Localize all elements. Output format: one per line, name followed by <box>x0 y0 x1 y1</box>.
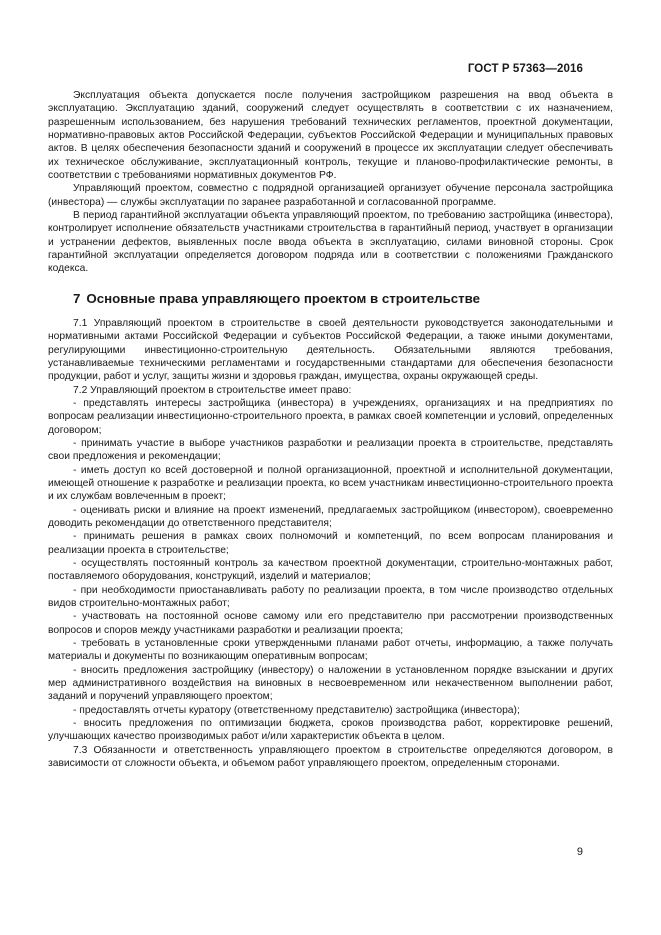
clause-7-3: 7.3 Обязанности и ответственность управляющего проектом в строительстве определяются договором, в зависимости от сложности объекта, и объемом работ управляющего проектом, определенным сторонами. <box>48 744 613 770</box>
page-body <box>48 89 613 771</box>
document-code: ГОСТ Р 57363—2016 <box>467 63 583 75</box>
paragraph-warranty: В период гарантийной эксплуатации объекта управляющий проектом, по требованию застройщика (инвестора), контролирует исполнение обязательств участниками строительства в гарантийный период, участвует в организации и устранении дефектов, выявленных после ввода объекта в эксплуатацию, силами виновной стороны. Срок гарантийной эксплуатации определяется договором подряда или в соответствии с положениями Гражданского кодекса. <box>48 210 613 275</box>
paragraph-operation: Эксплуатация объекта допускается после получения застройщиком разрешения на ввод объекта в эксплуатацию. Эксплуатацию зданий, сооружений следует осуществлять в соответствии с их назначением, разрешенным использованием, без нарушения требований технических регламентов, проектной документации, нормативно-правовых актов Российской Федерации, субъектов Российской Федерации и муниципальных правовых актов. В целях обеспечения безопасности зданий и сооружений в процессе их эксплуатации следует обеспечивать их техническое обслуживание, эксплуатационный контроль, текущие и планово-профилактические ремонты, в соответствии с требованиями нормативных документов РФ. <box>48 90 613 182</box>
right-item: - представлять интересы застройщика (инвестора) в учреждениях, организациях и на предприятиях по вопросам реализации инвестиционно-строительного проекта, в рамках своей компетенции и условий, определенных договором; <box>48 397 613 436</box>
right-item: - предоставлять отчеты куратору (ответственному представителю) застройщика (инвестора); <box>73 704 520 716</box>
right-item: - вносить предложения застройщику (инвестору) о наложении в установленном порядке взыскании и других мер административного воздействия на виновных в несвоевременном или некачественном выполнении работ, заданий и поручений управляющего проектом; <box>48 664 613 703</box>
right-item: - требовать в установленные сроки утвержденными планами работ отчеты, информацию, а также получать материалы и документы по возникающим оперативным вопросам; <box>48 638 613 663</box>
right-item: - осуществлять постоянный контроль за качеством проектной документации, строительно-монтажных работ, поставляемого оборудования, конструкций, изделий и материалов; <box>48 558 613 583</box>
right-item: - при необходимости приостанавливать работу по реализации проекта, в том числе производство отдельных видов строительно-монтажных работ; <box>48 584 613 610</box>
right-item: - участвовать на постоянной основе самому или его представителю при рассмотрении производственных вопросов и споров между участниками разработки и реализации проекта; <box>48 611 613 636</box>
section-title: Основные права управляющего проектом в строительстве <box>86 290 481 306</box>
section-number: 7 <box>73 290 81 306</box>
clause-7-1: 7.1 Управляющий проектом в строительстве в своей деятельности руководствуется законодательными и нормативными актами Российской Федерации и субъектов Российской Федерации, а также иными документами, регулирующими инвестиционно-строительную деятельность. Обязательными являются требования, устанавливаемые техническими регламентами и государственными стандартами для обеспечения безопасности продукции, работ и услуг, защиты жизни и здоровья граждан, имущества, охраны окружающей среды. <box>48 317 613 383</box>
paragraph-training: Управляющий проектом, совместно с подрядной организацией организует обучение персонала застройщика (инвестора) — службы эксплуатации по заранее разработанной и согласованной программе. <box>48 183 613 208</box>
page-number: 9 <box>576 846 583 858</box>
right-item: - принимать участие в выборе участников разработки и реализации проекта в строительстве, представлять свои предложения и рекомендации; <box>48 437 613 463</box>
right-item: - оценивать риски и влияние на проект изменений, предлагаемых застройщиком (инвестором), своевременно доводить рекомендации до ответственного представителя; <box>48 504 613 529</box>
clause-7-2-intro: 7.2 Управляющий проектом в строительстве имеет право: <box>73 384 352 396</box>
right-item: - иметь доступ ко всей достоверной и полной организационной, проектной и исполнительной документации, имеющей отношение к разработке и реализации проекта, ко всем участникам инвестиционно-строительного проекта и их службам вовлеченным в проект; <box>48 464 613 503</box>
section-heading <box>73 291 613 307</box>
right-item: - принимать решения в рамках своих полномочий и компетенций, по всем вопросам планирования и реализации проекта в строительстве; <box>48 531 613 556</box>
right-item: - вносить предложения по оптимизации бюджета, сроков производства работ, корректировке решений, улучшающих качество производимых работ и/или характеристик объекта в целом. <box>48 718 613 743</box>
